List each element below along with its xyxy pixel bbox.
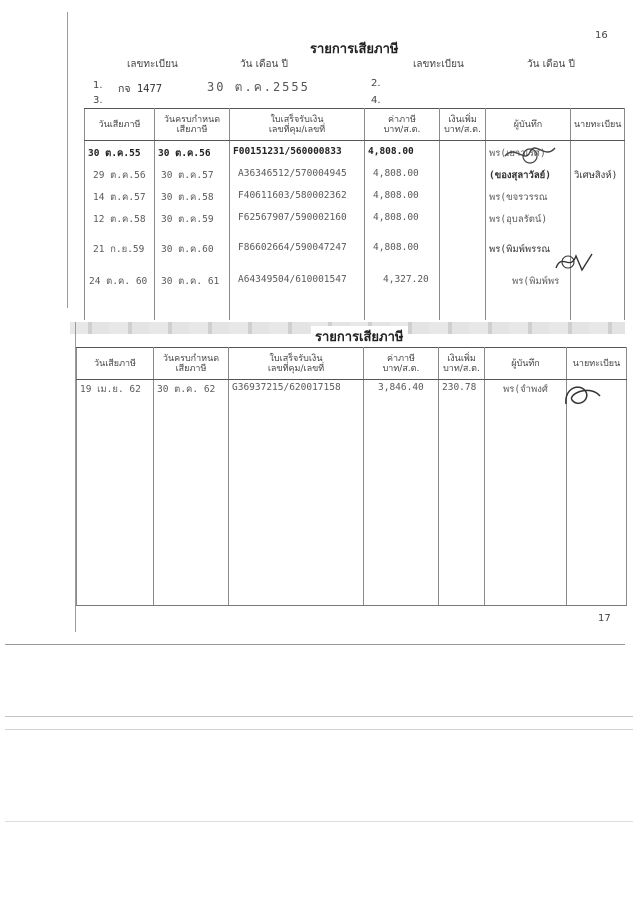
col-header-recorder: ผู้บันทึก (486, 109, 571, 141)
col-header-registrar: นายทะเบียน (567, 348, 627, 380)
receipt-number: F62567907/590002160 (230, 212, 365, 242)
registrar: วิเศษสิงห์) (571, 168, 625, 190)
recorder: พร(ขจรวรรณ (486, 190, 571, 212)
due-date: 30 ต.ค.59 (155, 212, 230, 242)
tax-amount: 3,846.40 (364, 380, 439, 606)
col-header-extra: เงินเพิ่ม บาท/ส.ต. (440, 109, 486, 141)
recorder: (ของสุลาวัลย์) (486, 168, 571, 190)
extra-amount (440, 274, 486, 320)
reg-header-date-left: วัน เดือน ปี (240, 59, 288, 70)
paid-date: 14 ต.ค.57 (85, 190, 155, 212)
scan-line (5, 729, 633, 730)
recorder: พร(จำพงศ์ (485, 380, 567, 606)
paid-date: 21 ก.ย.59 (85, 242, 155, 274)
reg-row-number-right: 4. (371, 95, 381, 106)
scan-line (5, 716, 633, 717)
tax-amount: 4,808.00 (365, 141, 440, 169)
section2-bottom-rule (76, 605, 626, 606)
col-header-tax: ค่าภาษี บาท/ส.ต. (365, 109, 440, 141)
due-date: 30 ต.ค.56 (155, 141, 230, 169)
due-date: 30 ต.ค.60 (155, 242, 230, 274)
receipt-number: A64349504/610001547 (230, 274, 365, 320)
signature-scribble (552, 248, 602, 274)
table-row (85, 242, 625, 274)
extra-amount (440, 242, 486, 274)
reg-header-regno-left: เลขทะเบียน (127, 59, 178, 70)
extra-amount: 230.78 (439, 380, 485, 606)
tax-table-1 (84, 108, 625, 320)
tax-amount: 4,808.00 (365, 168, 440, 190)
recorder: พร(พิมพ์พรรณ (486, 242, 571, 274)
paid-date: 12 ต.ค.58 (85, 212, 155, 242)
col-header-registrar: นายทะเบียน (571, 109, 625, 141)
page-number-bottom: 17 (598, 613, 611, 624)
col-header-due-date: วันครบกำหนด เสียภาษี (154, 348, 229, 380)
paid-date: 29 ต.ค.56 (85, 168, 155, 190)
extra-amount (440, 141, 486, 169)
page-number-top: 16 (595, 30, 608, 41)
due-date: 30 ต.ค.58 (155, 190, 230, 212)
col-header-tax: ค่าภาษี บาท/ส.ต. (364, 348, 439, 380)
extra-amount (440, 190, 486, 212)
receipt-number: G36937215/620017158 (229, 380, 364, 606)
paid-date: 19 เม.ย. 62 (77, 380, 154, 606)
due-date: 30 ต.ค.57 (155, 168, 230, 190)
table-row (85, 190, 625, 212)
registrar (571, 274, 625, 320)
signature-scribble (500, 142, 560, 170)
receipt-number: F40611603/580002362 (230, 190, 365, 212)
paid-date: 30 ต.ค.55 (85, 141, 155, 169)
scan-line (5, 821, 633, 822)
recorder: พร(เยาวเรศ) (486, 141, 571, 169)
col-header-recorder: ผู้บันทึก (485, 348, 567, 380)
col-header-extra: เงินเพิ่ม บาท/ส.ต. (439, 348, 485, 380)
col-header-paid-date: วันเสียภาษี (85, 109, 155, 141)
reg-plate: กจ 1477 (118, 83, 163, 95)
receipt-number: F86602664/590047247 (230, 242, 365, 274)
section2-title: รายการเสียภาษี (311, 326, 408, 347)
table-row (85, 212, 625, 242)
registrar (571, 141, 625, 169)
reg-row-number: 3. (93, 95, 103, 106)
registrar (571, 190, 625, 212)
page-bottom-rule (5, 644, 625, 645)
due-date: 30 ต.ค. 62 (154, 380, 229, 606)
col-header-receipt: ใบเสร็จรับเงิน เลขที่คุม/เลขที่ (230, 109, 365, 141)
tax-table-2 (76, 347, 627, 606)
receipt-number: F00151231/560000833 (230, 141, 365, 169)
reg-header-regno-right: เลขทะเบียน (413, 59, 464, 70)
tax-amount: 4,808.00 (365, 190, 440, 212)
reg-row-number-right: 2. (371, 78, 381, 89)
registrar (571, 212, 625, 242)
extra-amount (440, 212, 486, 242)
tax-amount: 4,327.20 (365, 274, 440, 320)
table-row (85, 274, 625, 320)
page-left-border (67, 12, 68, 308)
section1-title: รายการเสียภาษี (310, 42, 399, 57)
due-date: 30 ต.ค. 61 (155, 274, 230, 320)
tax-amount: 4,808.00 (365, 212, 440, 242)
receipt-number: A36346512/570004945 (230, 168, 365, 190)
signature-scribble (560, 378, 606, 412)
reg-header-date-right: วัน เดือน ปี (527, 59, 575, 70)
table-row (85, 168, 625, 190)
reg-date: 30 ต.ค.2555 (207, 80, 310, 94)
paid-date: 24 ต.ค. 60 (85, 274, 155, 320)
recorder: พร(พิมพ์พร (486, 274, 571, 320)
reg-row-number: 1. (93, 80, 103, 91)
col-header-paid-date: วันเสียภาษี (77, 348, 154, 380)
registrar (567, 380, 627, 606)
col-header-receipt: ใบเสร็จรับเงิน เลขที่คุม/เลขที่ (229, 348, 364, 380)
tax-amount: 4,808.00 (365, 242, 440, 274)
col-header-due-date: วันครบกำหนด เสียภาษี (155, 109, 230, 141)
recorder: พร(อุบลรัตน์) (486, 212, 571, 242)
table-row (77, 380, 627, 606)
extra-amount (440, 168, 486, 190)
